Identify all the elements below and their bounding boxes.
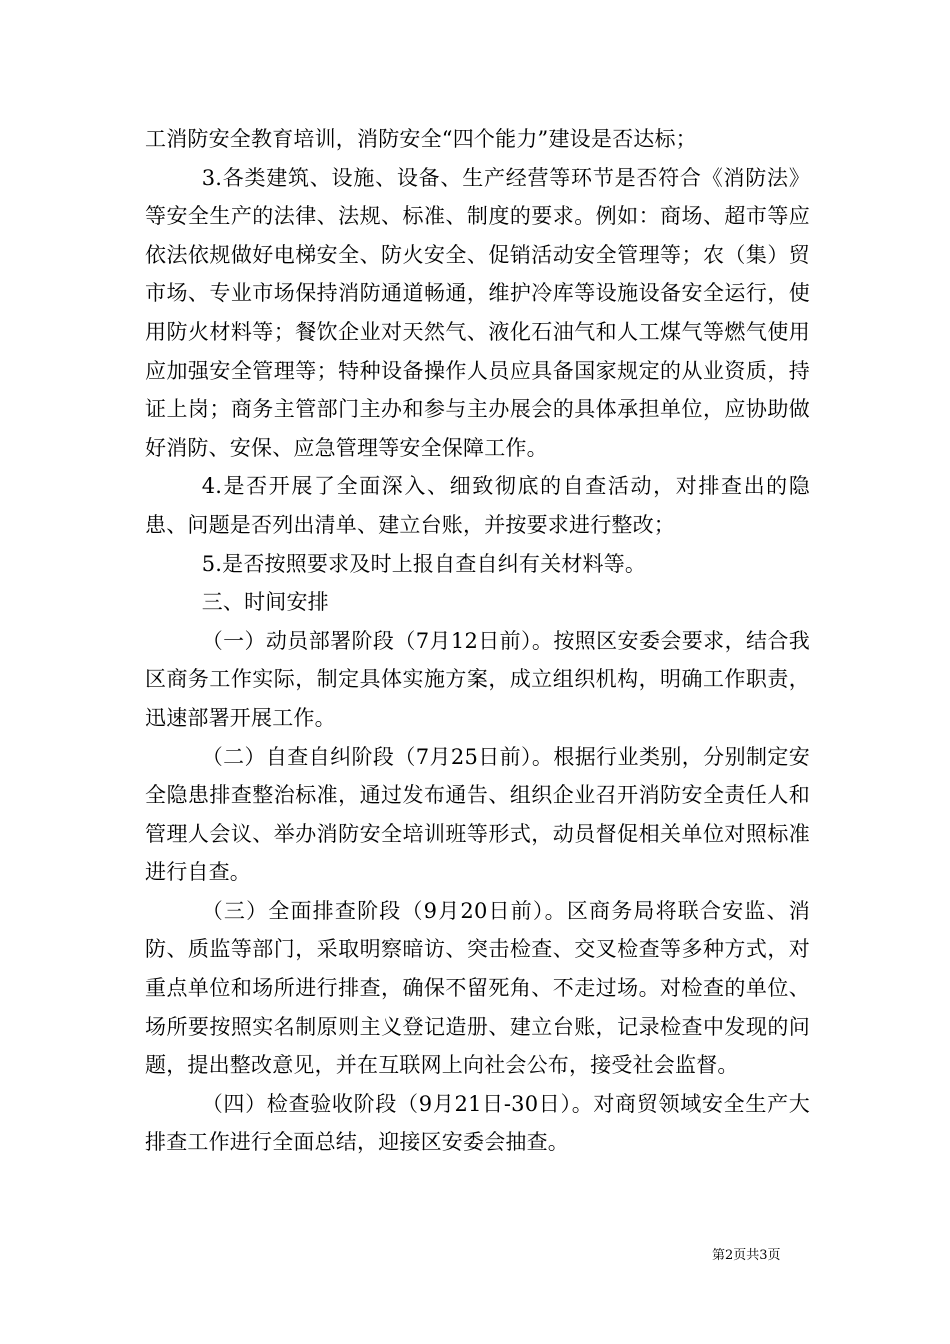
paragraph-phase-3: （三）全面排查阶段（9月20日前）。区商务局将联合安监、消防、质监等部门，采取明察暗访、突击检查、交叉检查等多种方式，对重点单位和场所进行排查，确保不留死角、不走过场。对检查的单位、场所要按照实名制原则主义登记造册、建立台账，记录检查中发现的问题，提出整改意见，并在互联网上向社会公布，接受社会监督。: [145, 898, 810, 1078]
paragraph-item-4: 4.是否开展了全面深入、细致彻底的自查活动，对排查出的隐患、问题是否列出清单、建立台账，并按要求进行整改；: [145, 474, 810, 537]
document-body: [145, 120, 810, 1162]
paragraph-phase-4: （四）检查验收阶段（9月21日-30日）。对商贸领域安全生产大排查工作进行全面总结，迎接区安委会抽查。: [145, 1091, 810, 1155]
section-heading-schedule: 三、时间安排: [201, 590, 329, 615]
page-number-footer: 第2页共3页: [712, 1248, 781, 1263]
paragraph-continuation: 工消防安全教育培训，消防安全“四个能力”建设是否达标；: [145, 127, 697, 151]
paragraph-phase-1: （一）动员部署阶段（7月12日前）。按照区安委会要求，结合我区商务工作实际，制定具体实施方案，成立组织机构，明确工作职责，迅速部署开展工作。: [145, 628, 810, 730]
paragraph-item-3: 3.各类建筑、设施、设备、生产经营等环节是否符合《消防法》等安全生产的法律、法规、标准、制度的要求。例如：商场、超市等应依法依规做好电梯安全、防火安全、促销活动安全管理等；农（集）贸市场、专业市场保持消防通道畅通，维护冷库等设施设备安全运行，使用防火材料等；餐饮企业对天然气、液化石油气和人工煤气等燃气使用应加强安全管理等；特种设备操作人员应具备国家规定的从业资质，持证上岗；商务主管部门主办和参与主办展会的具体承担单位，应协助做好消防、安保、应急管理等安全保障工作。: [145, 165, 810, 460]
paragraph-item-5: 5.是否按照要求及时上报自查自纠有关材料等。: [201, 551, 647, 576]
paragraph-phase-2: （二）自查自纠阶段（7月25日前）。根据行业类别，分别制定安全隐患排查整治标准，通过发布通告、组织企业召开消防安全责任人和管理人会议、举办消防安全培训班等形式，动员督促相关单位对照标准进行自查。: [145, 744, 810, 885]
